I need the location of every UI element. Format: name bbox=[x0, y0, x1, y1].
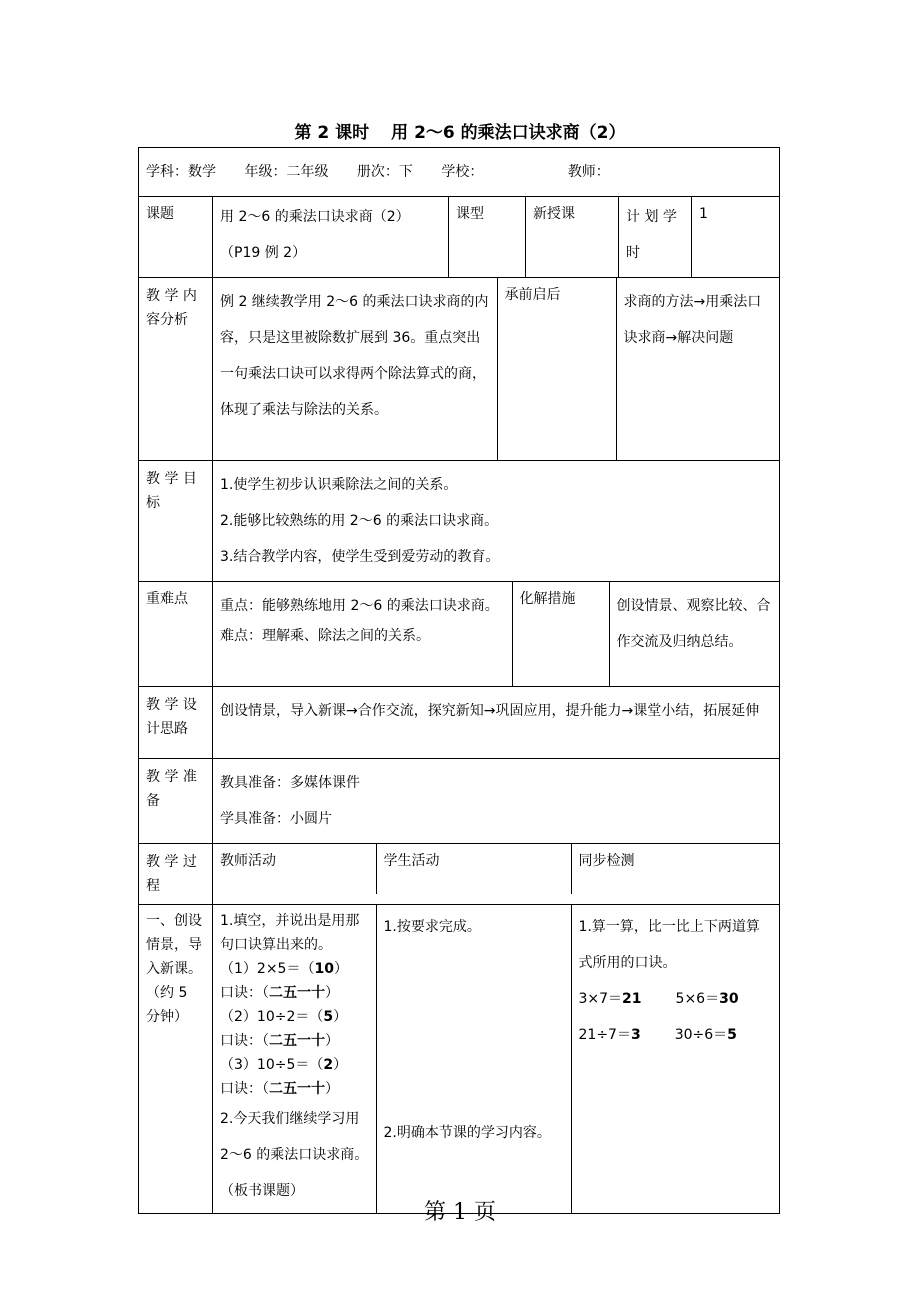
stage1-label: 一、创设情景，导入新课。（约 5 分钟） bbox=[139, 905, 213, 1214]
check-row-1 bbox=[579, 981, 773, 1017]
analysis-structure: 求商的方法→用乘法口诀求商→解决问题 bbox=[616, 278, 779, 460]
teacher-intro: 1.填空，并说出是用那句口诀算出来的。 bbox=[220, 913, 360, 953]
type-value: 新授课 bbox=[526, 197, 619, 278]
type-label: 课型 bbox=[449, 197, 526, 278]
check-answer-2: 30 bbox=[719, 991, 739, 1007]
measure-label: 化解措施 bbox=[512, 582, 609, 686]
answer-2: 5 bbox=[323, 1009, 334, 1025]
rhyme-2-tail: ） bbox=[325, 1033, 339, 1049]
check-expr-1: 3×7＝ bbox=[578, 991, 623, 1007]
topic-label: 课题 bbox=[139, 197, 213, 278]
rhyme-3-label: 口诀：（ bbox=[220, 1081, 269, 1097]
rhyme-1-label: 口诀：（ bbox=[220, 985, 269, 1001]
grade-label: 年级：二年级 bbox=[244, 164, 329, 180]
stage1-row bbox=[139, 905, 780, 1214]
hours-value: 1 bbox=[692, 197, 780, 278]
question-2-tail: ） bbox=[333, 1009, 348, 1025]
col-teacher-activity: 教师活动 bbox=[220, 853, 276, 869]
topic-row bbox=[139, 197, 780, 278]
goal-item: 2.能够比较熟练的用 2～6 的乘法口诀求商。 bbox=[220, 513, 499, 529]
key-points-label: 重难点 bbox=[139, 582, 213, 687]
prep-row bbox=[139, 759, 780, 844]
design-row bbox=[139, 687, 780, 759]
lesson-title: 用 2～6 的乘法口诀求商（2） bbox=[391, 123, 626, 143]
design-label: 教 学 设 计思路 bbox=[139, 687, 213, 759]
prep-label: 教 学 准 备 bbox=[139, 759, 213, 844]
check-intro: 1.算一算，比一比上下两道算式所用的口诀。 bbox=[578, 919, 760, 971]
answer-3: 2 bbox=[323, 1057, 334, 1073]
measure-value: 创设情景、观察比较、合作交流及归纳总结。 bbox=[609, 582, 779, 686]
goals-row bbox=[139, 461, 780, 582]
student-prep: 学具准备：小圆片 bbox=[220, 811, 332, 827]
question-3: （3）10÷5＝（ bbox=[220, 1057, 324, 1073]
lesson-plan-table bbox=[138, 147, 780, 1214]
check-expr-2: 5×6＝ bbox=[675, 991, 720, 1007]
topic-value: 用 2～6 的乘法口诀求商（2） bbox=[220, 209, 410, 225]
answer-1: 10 bbox=[314, 961, 334, 977]
goal-item: 3.结合教学内容，使学生受到爱劳动的教育。 bbox=[220, 549, 500, 565]
check-expr-3: 21÷7＝ bbox=[578, 1027, 631, 1043]
key-point: 重点：能够熟练地用 2～6 的乘法口诀求商。 bbox=[220, 598, 499, 614]
difficult-point: 难点：理解乘、除法之间的关系。 bbox=[220, 628, 430, 644]
volume-label: 册次：下 bbox=[356, 164, 413, 180]
process-header-row bbox=[139, 844, 780, 905]
key-points-row bbox=[139, 582, 780, 687]
rhyme-1-tail: ） bbox=[325, 985, 339, 1001]
hours-label: 计 划 学 时 bbox=[619, 197, 692, 278]
col-sync-check: 同步检测 bbox=[571, 844, 779, 894]
question-3-tail: ） bbox=[333, 1057, 348, 1073]
school-label: 学校： bbox=[441, 164, 484, 180]
question-1-tail: ） bbox=[333, 961, 348, 977]
rhyme-2: 二五一十 bbox=[269, 1033, 325, 1049]
check-answer-3: 3 bbox=[630, 1027, 641, 1043]
topic-page: （P19 例 2） bbox=[220, 245, 307, 261]
check-row-2 bbox=[579, 1017, 773, 1053]
question-2: （2）10÷2＝（ bbox=[220, 1009, 324, 1025]
student-item-2: 2.明确本节课的学习内容。 bbox=[383, 1125, 551, 1141]
analysis-label: 教 学 内 容分析 bbox=[139, 278, 213, 461]
analysis-position: 承前启后 bbox=[497, 278, 616, 460]
header-row bbox=[139, 148, 780, 197]
analysis-content: 例 2 继续教学用 2～6 的乘法口诀求商的内容，只是这里被除数扩展到 36。重点突出一句乘法口诀可以求得两个除法算式的商，体现了乘法与除法的关系。 bbox=[220, 294, 489, 418]
analysis-row bbox=[139, 278, 780, 461]
rhyme-2-label: 口诀：（ bbox=[220, 1033, 269, 1049]
col-student-activity: 学生活动 bbox=[376, 844, 571, 894]
teacher-label: 教师： bbox=[567, 164, 610, 180]
process-label: 教 学 过 程 bbox=[139, 844, 213, 905]
goal-item: 1.使学生初步认识乘除法之间的关系。 bbox=[220, 477, 458, 493]
teacher-item-2: 2.今天我们继续学习用 2～6 的乘法口诀求商。（板书课题） bbox=[220, 1111, 369, 1199]
check-answer-1: 21 bbox=[622, 991, 642, 1007]
check-expr-4: 30÷6＝ bbox=[674, 1027, 728, 1043]
subject-label: 学科：数学 bbox=[146, 164, 216, 180]
goals-label: 教 学 目 标 bbox=[139, 461, 213, 582]
rhyme-3-tail: ） bbox=[325, 1081, 339, 1097]
page-title bbox=[0, 118, 920, 143]
teacher-prep: 教具准备：多媒体课件 bbox=[220, 775, 360, 791]
rhyme-1: 二五一十 bbox=[269, 985, 325, 1001]
student-item-1: 1.按要求完成。 bbox=[383, 919, 481, 935]
question-1: （1）2×5＝（ bbox=[220, 961, 315, 977]
rhyme-3: 二五一十 bbox=[269, 1081, 325, 1097]
page-number: 第 1 页 bbox=[424, 1200, 496, 1225]
check-answer-4: 5 bbox=[727, 1027, 737, 1043]
design-content: 创设情景，导入新课→合作交流，探究新知→巩固应用，提升能力→课堂小结，拓展延伸 bbox=[213, 687, 780, 759]
lesson-number: 第 2 课时 bbox=[294, 123, 370, 143]
